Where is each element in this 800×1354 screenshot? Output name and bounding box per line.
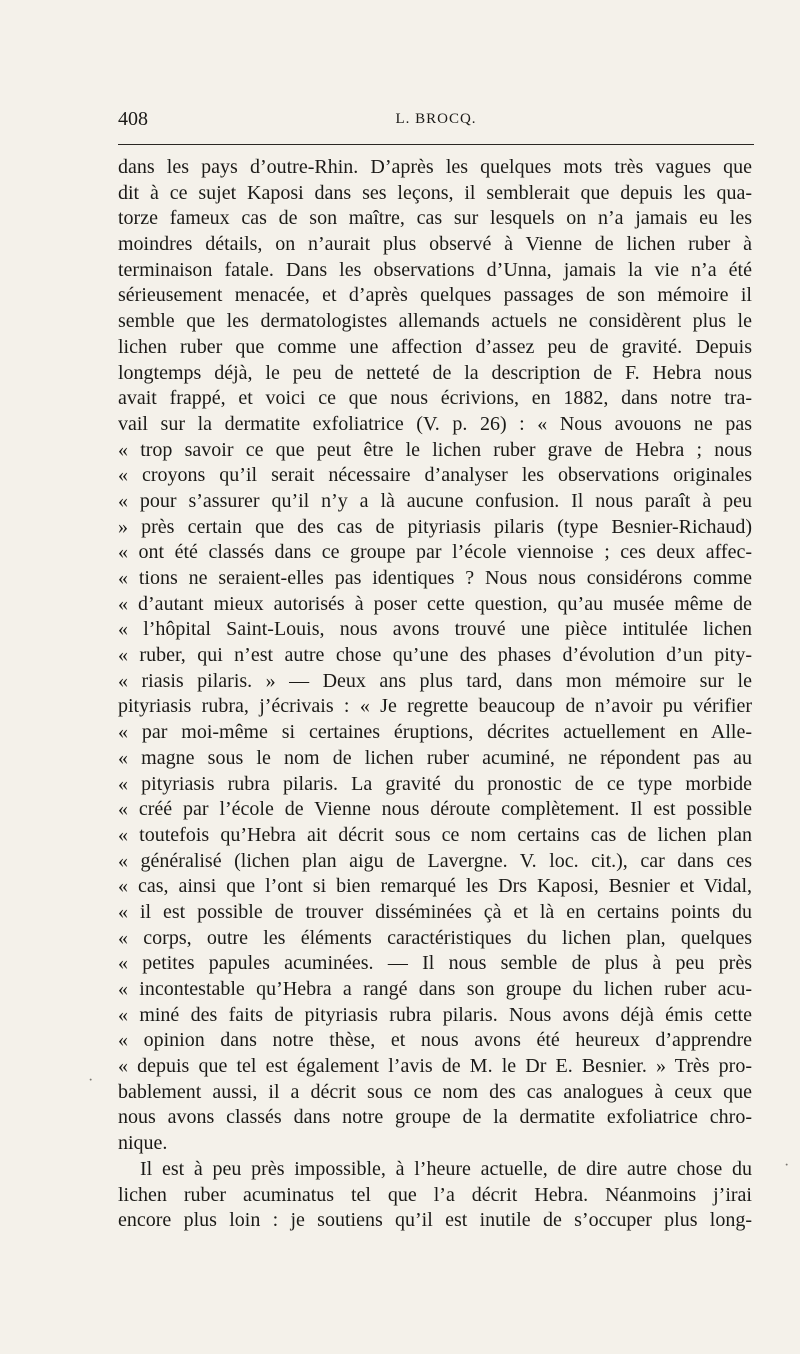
text-line: « ruber, qui n’est autre chose qu’une des phases d’évolution d’un pity- [118,644,752,667]
text-line: terminaison fatale. Dans les observations d’Unna, jamais la vie n’a été [118,258,752,281]
margin-mark-right: · [784,1157,790,1174]
text-line: pityriasis rubra, j’écrivais : « Je regrette beaucoup de n’avoir pu vérifier [118,695,752,718]
text-line: lichen ruber acuminatus tel que l’a décrit Hebra. Néanmoins j’irai [118,1183,752,1206]
text-line: « riasis pilaris. » — Deux ans plus tard, dans mon mémoire sur le [118,669,752,692]
text-line: moindres détails, on n’aurait plus observé à Vienne de lichen ruber à [118,233,752,256]
text-line: vail sur la dermatite exfoliatrice (V. p. 26) : « Nous avouons ne pas [118,412,752,435]
text-line: « toutefois qu’Hebra ait décrit sous ce nom certains cas de lichen plan [118,823,752,846]
text-line: « magne sous le nom de lichen ruber acuminé, ne répondent pas au [118,746,752,769]
text-line: dans les pays d’outre-Rhin. D’après les quelques mots très vagues que [118,156,752,178]
text-line: « trop savoir ce que peut être le lichen ruber grave de Hebra ; nous [118,438,752,461]
text-line: longtemps déjà, le peu de netteté de la description de F. Hebra nous [118,361,752,384]
text-line: semble que les dermatologistes allemands actuels ne considèrent plus le [118,310,752,333]
text-line: » près certain que des cas de pityriasis pilaris (type Besnier-Richaud) [118,515,752,538]
text-line: « ont été classés dans ce groupe par l’école viennoise ; ces deux affec- [118,541,752,564]
text-line: « miné des faits de pityriasis rubra pilaris. Nous avons déjà émis cette [118,1003,752,1026]
text-line: « petites papules acuminées. — Il nous semble de plus à peu près [118,952,752,975]
text-line: sérieusement menacée, et d’après quelques passages de son mémoire il [118,284,752,307]
text-line: nique. [118,1132,168,1155]
text-line: « pour s’assurer qu’il n’y a là aucune confusion. Il nous paraît à peu [118,489,752,512]
text-line: « opinion dans notre thèse, et nous avons été heureux d’apprendre [118,1029,752,1052]
text-line: « d’autant mieux autorisés à poser cette question, qu’au musée même de [118,592,752,615]
text-line: « tions ne seraient-elles pas identiques ? Nous nous considérons comme [118,567,752,589]
text-line: avait frappé, et voici ce que nous écrivions, en 1882, dans notre tra- [118,387,752,410]
text-line: « cas, ainsi que l’ont si bien remarqué les Drs Kaposi, Besnier et Vidal, [118,875,752,898]
page-header [118,104,754,134]
running-head: L. BROCQ. [395,111,477,127]
text-line: « incontestable qu’Hebra a rangé dans son groupe du lichen ruber acu- [118,978,752,1000]
text-line: « corps, outre les éléments caractéristiques du lichen plan, quelques [118,926,752,949]
text-line: « l’hôpital Saint-Louis, nous avons trouvé une pièce intitulée lichen [118,618,752,641]
text-line: « il est possible de trouver disséminées çà et là en certains points du [118,900,752,923]
text-line: « depuis que tel est également l’avis de M. le Dr E. Besnier. » Très pro- [118,1055,752,1078]
text-line: « par moi-même si certaines éruptions, décrites actuellement en Alle- [118,721,752,744]
text-line: lichen ruber que comme une affection d’assez peu de gravité. Depuis [118,335,752,358]
text-line: nous avons classés dans notre groupe de la dermatite exfoliatrice chro- [118,1106,752,1129]
text-line: dit à ce sujet Kaposi dans ses leçons, il semblerait que depuis les qua- [118,181,752,204]
margin-mark-left: · [88,1072,94,1089]
text-line: « pityriasis rubra pilaris. La gravité du pronostic de ce type morbide [118,772,752,795]
text-line: encore plus loin : je soutiens qu’il est inutile de s’occuper plus long- [118,1209,752,1232]
text-line: « croyons qu’il serait nécessaire d’analyser les observations originales [118,464,752,487]
header-rule [118,144,754,145]
text-line: « généralisé (lichen plan aigu de Lavergne. V. loc. cit.), car dans ces [118,849,752,872]
body-text [118,155,752,1234]
text-line: Il est à peu près impossible, à l’heure actuelle, de dire autre chose du [140,1157,752,1180]
text-line: « créé par l’école de Vienne nous déroute complètement. Il est possible [118,798,752,821]
text-line: bablement aussi, il a décrit sous ce nom des cas analogues à ceux que [118,1080,752,1103]
text-line: torze fameux cas de son maître, cas sur lesquels on n’a jamais eu les [118,207,752,230]
page-number: 408 [118,108,148,130]
